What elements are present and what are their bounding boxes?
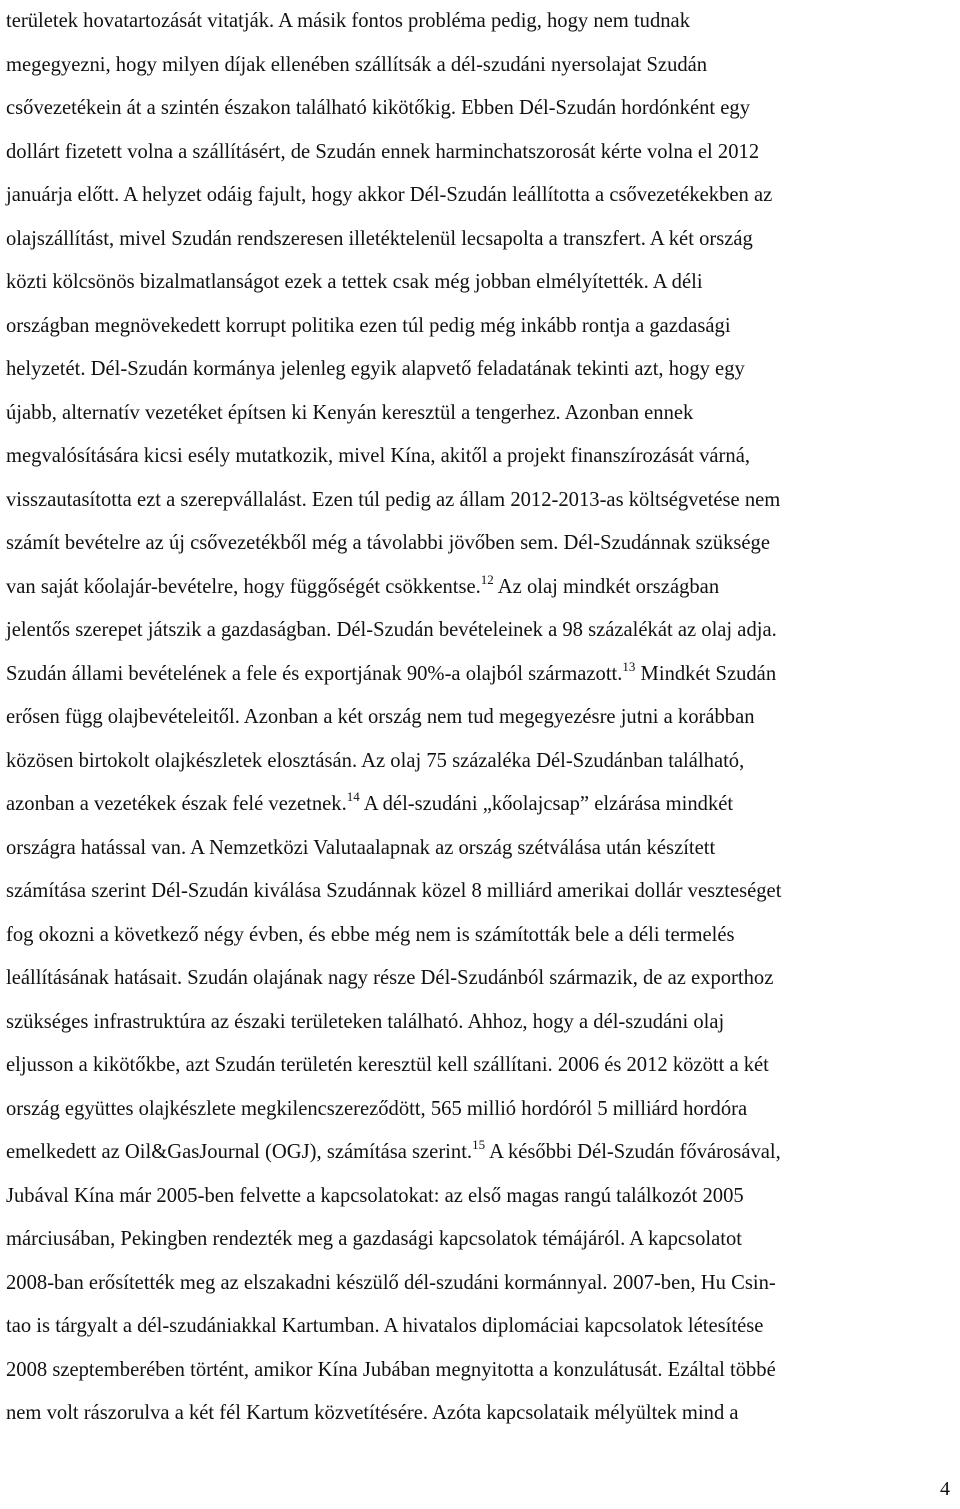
text-line: országra hatással van. A Nemzetközi Valutaalapnak az ország szétválása után készített bbox=[6, 836, 716, 859]
text-line: 2008-ban erősítették meg az elszakadni készülő dél-szudáni kormánnyal. 2007-ben, Hu Csin- bbox=[6, 1271, 776, 1294]
text-line: területek hovatartozását vitatják. A másik fontos probléma pedig, hogy nem tudnak bbox=[6, 10, 690, 32]
text-line: emelkedett az Oil&GasJournal (OGJ), számítása szerint.$^{15}$ A későbbi Dél-Szudán fővárosával, bbox=[6, 1137, 781, 1163]
text-line: tao is tárgyalt a dél-szudániakkal Kartumban. A hivatalos diplomáciai kapcsolatok létesítése bbox=[6, 1315, 764, 1337]
text-line: dollárt fizetett volna a szállításért, de Szudán ennek harminchatszorosát kérte volna el 2012 bbox=[6, 140, 760, 163]
text-line: szükséges infrastruktúra az északi területeken található. Ahhoz, hogy a dél-szudáni olaj bbox=[6, 1010, 725, 1033]
text-line: közti kölcsönös bizalmatlanságot ezek a tettek csak még jobban elmélyítették. A déli bbox=[6, 271, 703, 293]
text-line: visszautasította ezt a szerepvállalást. Ezen túl pedig az állam 2012-2013-as költségvetése nem bbox=[6, 488, 781, 511]
text-line: Jubával Kína már 2005-ben felvette a kapcsolatokat: az első magas rangú találkozót 2005 bbox=[6, 1184, 744, 1207]
text-line: Szudán állami bevételének a fele és exportjának 90%-a olajból származott.$^{13}$ Mindkét Szudán bbox=[6, 658, 777, 685]
text-line: közösen birtokolt olajkészletek elosztásán. Az olaj 75 százaléka Dél-Szudánban található, bbox=[6, 749, 745, 772]
text-line: nem volt rászorulva a két fél Kartum közvetítésére. Azóta kapcsolataik mélyültek mind a bbox=[6, 1402, 739, 1424]
text-line: jelentős szerepet játszik a gazdaságban. Dél-Szudán bevételeinek a 98 százalékát az olaj adja. bbox=[6, 619, 777, 641]
footnote-ref[interactable]: 12 bbox=[480, 571, 494, 587]
text-line: márciusában, Pekingben rendezték meg a gazdasági kapcsolatok témájáról. A kapcsolatot bbox=[6, 1228, 742, 1250]
text-line: leállításának hatásait. Szudán olajának nagy része Dél-Szudánból származik, de az exporthoz bbox=[6, 967, 774, 989]
document-body bbox=[6, 0, 955, 1436]
text-line: januárja előtt. A helyzet odáig fajult, hogy akkor Dél-Szudán leállította a csővezetékekben az bbox=[6, 184, 773, 206]
text-line: megvalósítására kicsi esély mutatkozik, mivel Kína, akitől a projekt finanszírozását várná, bbox=[6, 445, 750, 467]
text-line: erősen függ olajbevételeitől. Azonban a két ország nem tud megegyezésre jutni a korábban bbox=[6, 706, 755, 728]
text-line: olajszállítást, mivel Szudán rendszeresen illetéktelenül lecsapolta a transzfert. A két ország bbox=[6, 227, 753, 250]
text-line: eljusson a kikötőkbe, azt Szudán területén keresztül kell szállítani. 2006 és 2012 között a két bbox=[6, 1054, 769, 1076]
footnote-ref[interactable]: 13 bbox=[622, 658, 636, 674]
page-number: 4 bbox=[940, 1478, 950, 1500]
text-line: újabb, alternatív vezetéket építsen ki Kenyán keresztül a tengerhez. Azonban ennek bbox=[6, 401, 694, 424]
text-line: számít bevételre az új csővezetékből még a távolabbi jövőben sem. Dél-Szudánnak szüksége bbox=[6, 532, 770, 554]
text-line: ország együttes olajkészlete megkilencszereződött, 565 millió hordóról 5 milliárd hordóra bbox=[6, 1097, 748, 1120]
text-line: fog okozni a következő négy évben, és ebbe még nem is számították bele a déli termelés bbox=[6, 923, 735, 946]
text-line: országban megnövekedett korrupt politika ezen túl pedig még inkább rontja a gazdasági bbox=[6, 314, 731, 337]
text-line: azonban a vezetékek észak felé vezetnek.$^{14}$ A dél-szudáni „kőolajcsap” elzárása mindkét bbox=[6, 789, 734, 815]
footnote-ref[interactable]: 14 bbox=[346, 789, 360, 804]
text-line: 2008 szeptemberében történt, amikor Kína Jubában megnyitotta a konzulátusát. Ezáltal többé bbox=[6, 1358, 776, 1381]
footnote-ref[interactable]: 15 bbox=[472, 1137, 486, 1152]
text-line: csővezetékein át a szintén északon található kikötőkig. Ebben Dél-Szudán hordónként egy bbox=[6, 97, 750, 119]
text-line: helyzetét. Dél-Szudán kormánya jelenleg egyik alapvető feladatának tekinti azt, hogy egy bbox=[6, 358, 745, 380]
text-line: megegyezni, hogy milyen díjak ellenében szállítsák a dél-szudáni nyersolajat Szudán bbox=[6, 53, 708, 76]
text-line: van saját kőolajár-bevételre, hogy függőségét csökkentse.$^{12}$ Az olaj mindkét országban bbox=[6, 571, 720, 598]
text-line: számítása szerint Dél-Szudán kiválása Szudánnak közel 8 milliárd amerikai dollár veszteséget bbox=[6, 880, 782, 902]
